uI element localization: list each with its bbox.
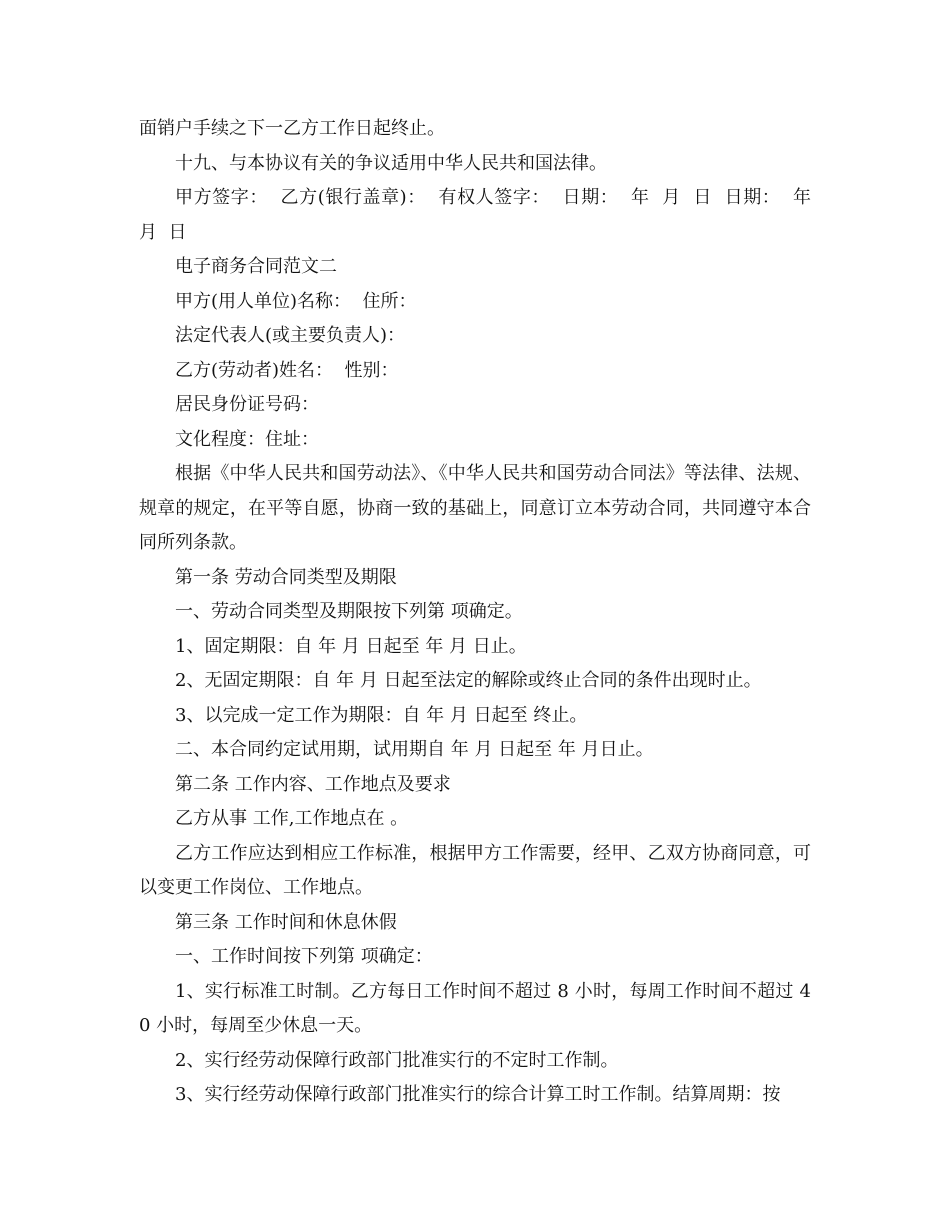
- document-paragraph: 第一条 劳动合同类型及期限: [175, 566, 397, 588]
- document-paragraph: 2、无固定期限：自 年 月 日起至法定的解除或终止合同的条件出现时止。: [175, 670, 762, 691]
- document-paragraph: 十九、与本协议有关的争议适用中华人民共和国法律。: [175, 152, 607, 174]
- document-paragraph: 乙方(劳动者)姓名： 性别：: [175, 359, 399, 381]
- document-paragraph: 根据《中华人民共和国劳动法》、《中华人民共和国劳动合同法》等法律、法规、规章的规定，在平等自愿，协商一致的基础上，同意订立本劳动合同，共同遵守本合同所列条款。: [139, 463, 811, 553]
- document-body: [139, 112, 823, 1113]
- document-paragraph: 乙方工作应达到相应工作标准，根据甲方工作需要，经甲、乙双方协商同意，可以变更工作岗位、工作地点。: [139, 842, 811, 898]
- document-paragraph: 第三条 工作时间和休息休假: [175, 911, 397, 933]
- document-paragraph: 法定代表人(或主要负责人)：: [175, 325, 406, 346]
- document-paragraph: 3、以完成一定工作为期限：自 年 月 日起至 终止。: [175, 704, 588, 726]
- document-paragraph: 3、实行经劳动保障行政部门批准实行的综合计算工时工作制。结算周期：按: [175, 1084, 781, 1105]
- document-paragraph: 面销户手续之下一乙方工作日起终止。: [139, 118, 445, 139]
- document-paragraph: 甲方签字： 乙方(银行盖章)： 有权人签字： 日期： 年 月 日 日期： 年 月 日: [139, 187, 823, 243]
- document-paragraph: 二、本合同约定试用期，试用期自 年 月 日起至 年 月日止。: [175, 739, 654, 760]
- document-paragraph: 1、固定期限：自 年 月 日起至 年 月 日止。: [175, 635, 527, 657]
- document-paragraph: 一、工作时间按下列第 项确定：: [175, 946, 433, 967]
- document-paragraph: 2、实行经劳动保障行政部门批准实行的不定时工作制。: [175, 1049, 619, 1071]
- document-paragraph: 第二条 工作内容、工作地点及要求: [175, 773, 451, 795]
- document-paragraph: 电子商务合同范文二: [175, 256, 337, 277]
- document-paragraph: 一、劳动合同类型及期限按下列第 项确定。: [175, 601, 523, 622]
- document-paragraph: 1、实行标准工时制。乙方每日工作时间不超过 8 小时，每周工作时间不超过 40 小时，每周至少休息一天。: [139, 980, 811, 1036]
- document-paragraph: 居民身份证号码：: [175, 394, 319, 415]
- document-paragraph: 甲方(用人单位)名称： 住所：: [175, 290, 417, 312]
- document-paragraph: 文化程度：住址：: [175, 428, 319, 450]
- document-paragraph: 乙方从事 工作,工作地点在 。: [175, 808, 409, 829]
